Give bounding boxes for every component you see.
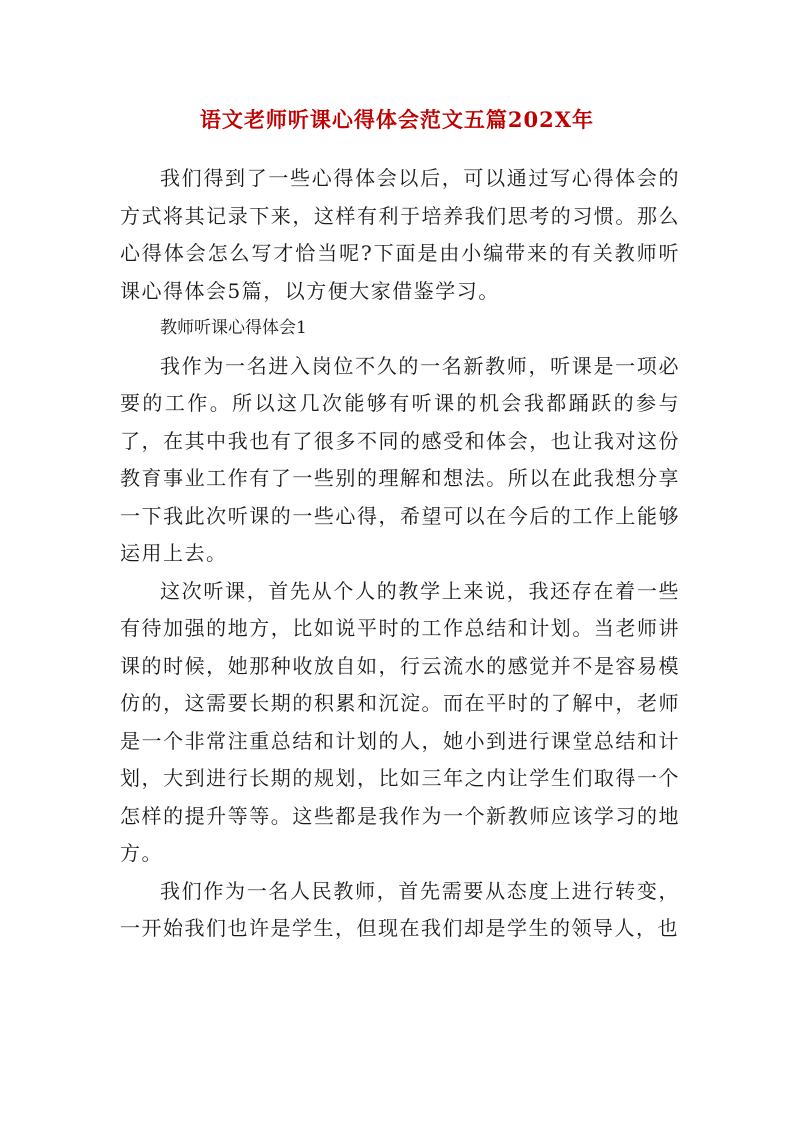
body-paragraph: 我们作为一名人民教师，首先需要从态度上进行转变，一开始我们也许是学生，但现在我们却是学生的领导人，也 <box>120 878 680 940</box>
section-heading: 教师听课心得体会1 <box>160 318 307 338</box>
document-title: 语文老师听课心得体会范文五篇202X年 <box>199 107 595 132</box>
body-paragraph: 我作为一名进入岗位不久的一名新教师，听课是一项必要的工作。所以这几次能够有听课的机会我都踊跃的参与了，在其中我也有了很多不同的感受和体会，也让我对这份教育事业工作有了一些别的理解和想法。所以在此我想分享一下我此次听课的一些心得，希望可以在今后的工作上能够运用上去。 <box>120 353 680 565</box>
body-paragraph: 这次听课，首先从个人的教学上来说，我还存在着一些有待加强的地方，比如说平时的工作总结和计划。当老师讲课的时候，她那种收放自如，行云流水的感觉并不是容易模仿的，这需要长期的积累和沉淀。而在平时的了解中，老师是一个非常注重总结和计划的人，她小到进行课堂总结和计划，大到进行长期的规划，比如三年之内让学生们取得一个怎样的提升等等。这些都是我作为一个新教师应该学习的地方。 <box>120 578 680 865</box>
document-body <box>120 160 680 948</box>
intro-paragraph: 我们得到了一些心得体会以后，可以通过写心得体会的方式将其记录下来，这样有利于培养我们思考的习惯。那么心得体会怎么写才恰当呢?下面是由小编带来的有关教师听课心得体会5篇，以方便大家借鉴学习。 <box>120 166 680 303</box>
